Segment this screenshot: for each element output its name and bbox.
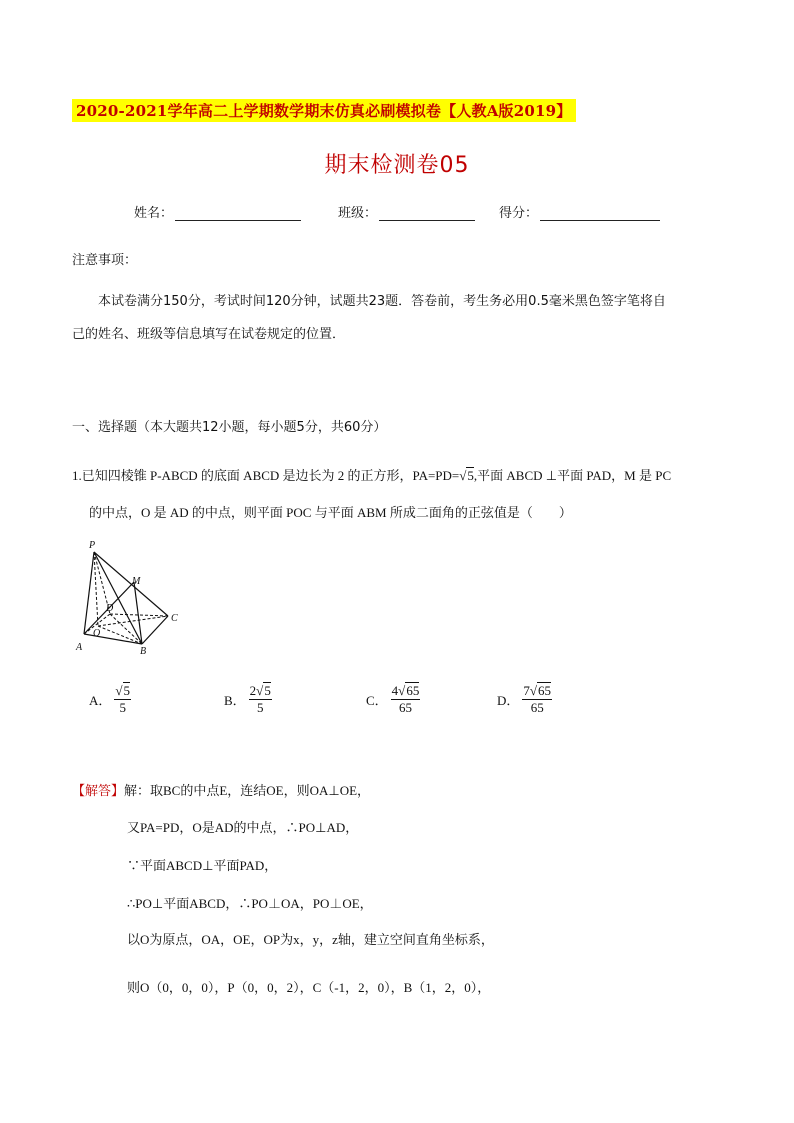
option-a[interactable]: A． $\frac{√5}{5}$ (89, 683, 131, 715)
score-blank (540, 206, 660, 221)
label-p: P (89, 540, 96, 551)
score-field (499, 202, 660, 221)
exam-banner: 2020-2021学年高二上学期数学期末仿真必刷模拟卷【人教A版2019】 (72, 99, 576, 122)
name-field (134, 202, 301, 221)
option-a-letter: A． (89, 693, 112, 708)
label-m: M (132, 576, 141, 587)
notice-heading: 注意事项： (72, 253, 138, 268)
page-title: 期末检测卷05 (324, 153, 470, 178)
question-line-2: 的中点，O 是 AD 的中点，则平面 POC 与平面 ABM 所成二面角的正弦值是（ ） (89, 505, 572, 520)
solution-line-3: ∵平面ABCD⊥平面PAD， (127, 858, 278, 873)
label-c: C (171, 613, 178, 624)
option-b[interactable]: B． $\frac{2√5}{5}$ (224, 683, 271, 715)
option-c[interactable]: C． $\frac{4√65}{65}$ (366, 683, 420, 715)
question-text-a: 1.已知四棱锥 P-ABCD 的底面 ABCD 是边长为 2 的正方形，PA=PD= (72, 468, 460, 483)
solution-line-1: 【解答】解：取BC的中点E，连结OE，则OA⊥OE， (72, 783, 371, 798)
solution-line-2: 又PA=PD，O是AD的中点，∴PO⊥AD， (127, 820, 359, 835)
option-b-letter: B． (224, 693, 246, 708)
solution-line-4: ∴PO⊥平面ABCD，∴PO⊥OA，PO⊥OE， (127, 896, 373, 911)
notice-line-1: 本试卷满分150分，考试时间120分钟，试题共23题．答卷前，考生务必用0.5毫米黑色签字笔将自 (98, 294, 666, 309)
name-blank (175, 206, 301, 221)
section-title: 一、选择题（本大题共12小题，每小题5分，共60分） (72, 420, 387, 435)
solution-tag: 【解答】 (72, 783, 125, 798)
label-o: O (93, 628, 101, 639)
label-b: B (140, 646, 147, 657)
question-text-b: ,平面 ABCD ⊥平面 PAD，M 是 PC (473, 468, 672, 483)
class-blank (379, 206, 475, 221)
solution-line-5: 以O为原点，OA，OE，OP为x，y，z轴，建立空间直角坐标系， (127, 932, 494, 947)
class-label: 班级： (338, 206, 378, 221)
question-sqrt: 5 (467, 468, 474, 483)
class-field (338, 202, 475, 221)
notice-line-2: 己的姓名、班级等信息填写在试卷规定的位置． (72, 327, 346, 342)
label-a: A (76, 642, 83, 653)
option-d-letter: D． (497, 693, 520, 708)
label-d: D (106, 603, 114, 614)
name-label: 姓名： (134, 206, 174, 221)
question-line-1: 1.已知四棱锥 P-ABCD 的底面 ABCD 是边长为 2 的正方形，PA=PD=√5,平面 ABCD ⊥平面 PAD，M 是 PC (72, 468, 672, 483)
solution-line-6: 则O（0，0，0），P（0，0，2），C（-1，2，0），B（1，2，0）， (127, 980, 491, 995)
pyramid-figure (74, 540, 190, 658)
option-d[interactable]: D． $\frac{7√65}{65}$ (497, 683, 552, 715)
option-c-letter: C． (366, 693, 388, 708)
score-label: 得分： (499, 206, 539, 221)
